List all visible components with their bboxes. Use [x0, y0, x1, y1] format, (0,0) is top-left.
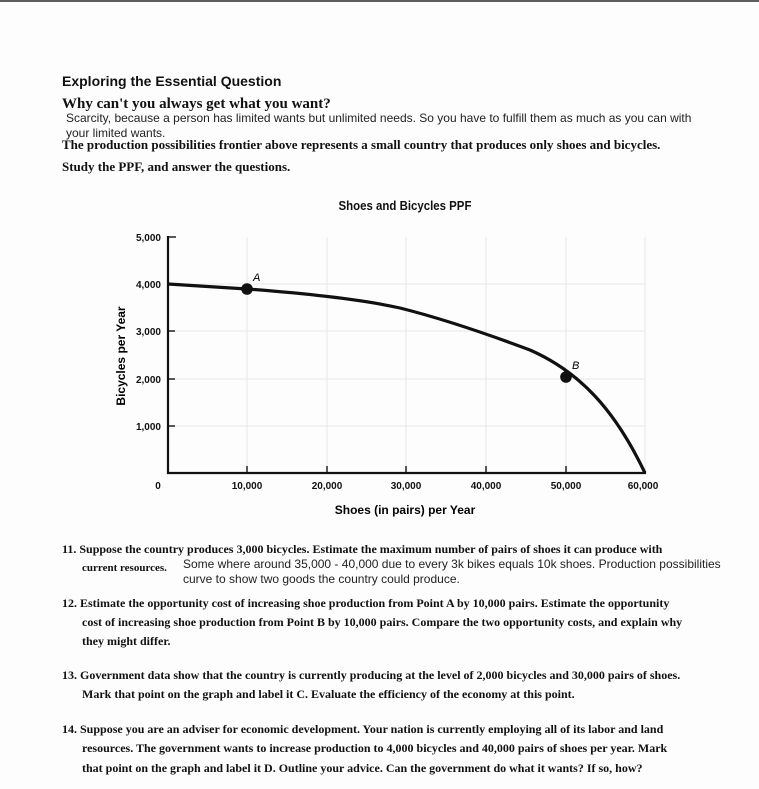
question-11-number: 11. [62, 542, 77, 556]
question-13-line-2: Mark that point on the graph and label it C. Evaluate the efficiency of the economy at this point. [82, 687, 575, 701]
intro-line-2: Study the PPF, and answer the questions. [62, 159, 291, 174]
y-tick-labels [136, 233, 161, 433]
x-tick-10000: 10,000 [231, 481, 263, 492]
point-a-label: A [253, 272, 261, 284]
x-tick-30000: 30,000 [390, 481, 422, 492]
question-13-number: 13. [62, 668, 77, 682]
question-14-line-1: Suppose you are an adviser for economic development. Your nation is currently employing all of its labor and land [80, 722, 664, 736]
y-tick-3000: 3,000 [135, 327, 161, 338]
question-13-line-1: Government data show that the country is currently producing at the level of 2,000 bicycles and 30,000 pairs of shoes. [80, 668, 681, 682]
point-a-marker [241, 283, 253, 295]
question-12-number: 12. [62, 596, 77, 610]
x-tick-20000: 20,000 [311, 481, 343, 492]
question-12 [62, 596, 669, 611]
question-11 [62, 542, 662, 557]
section-heading: Exploring the Essential Question [62, 73, 282, 89]
intro-line-1: The production possibilities frontier above represents a small country that produces only shoes and bicycles. [62, 137, 661, 152]
question-12-line-1: Estimate the opportunity cost of increasing shoe production from Point A by 10,000 pairs. Estimate the opportunity [80, 596, 670, 610]
answer-line-2: your limited wants. [66, 126, 166, 140]
point-b-label: B [572, 360, 580, 372]
y-axis-label: Bicycles per Year [114, 306, 128, 406]
x-tick-40000: 40,000 [470, 481, 502, 492]
question-14-line-2: resources. The government wants to increase production to 4,000 bicycles and 40,000 pairs of shoes per year. Mark [82, 741, 668, 755]
question-11-line-1: Suppose the country produces 3,000 bicycles. Estimate the maximum number of pairs of shoes it can produce with [79, 542, 663, 556]
grid [168, 237, 645, 473]
x-tick-labels [155, 481, 659, 492]
point-b-marker [560, 371, 572, 383]
y-tick-1000: 1,000 [135, 422, 161, 433]
x-tick-60000: 60,000 [627, 481, 659, 492]
question-14-line-3: that point on the graph and label it D. Outline your advice. Can the government do what it wants? If so, how? [82, 761, 643, 775]
x-tick-0: 0 [155, 481, 161, 492]
x-tick-50000: 50,000 [550, 481, 582, 492]
x-axis-label: Shoes (in pairs) per Year [334, 503, 476, 517]
essential-question: Why can't you always get what you want? [62, 96, 331, 112]
question-12-line-3: they might differ. [82, 634, 171, 648]
answer-line-1: Scarcity, because a person has limited wants but unlimited needs. So you have to fulfill them as much as you can with [66, 111, 692, 125]
chart-title: Shoes and Bicycles PPF [338, 198, 472, 213]
question-12-line-2: cost of increasing shoe production from Point B by 10,000 pairs. Compare the two opportunity costs, and explain why [82, 615, 683, 629]
question-11-answer-line-1: Some where around 35,000 - 40,000 due to every 3k bikes equals 10k shoes. Production possibilities [183, 557, 721, 571]
question-13 [62, 668, 680, 683]
y-tick-5000: 5,000 [135, 233, 161, 244]
y-tick-4000: 4,000 [135, 280, 161, 291]
y-tick-2000: 2,000 [135, 375, 161, 386]
question-14 [62, 722, 663, 737]
question-11-answer-line-2: curve to show two goods the country could produce. [183, 572, 460, 586]
question-14-number: 14. [62, 722, 77, 736]
question-11-line-2: current resources. [82, 562, 167, 574]
